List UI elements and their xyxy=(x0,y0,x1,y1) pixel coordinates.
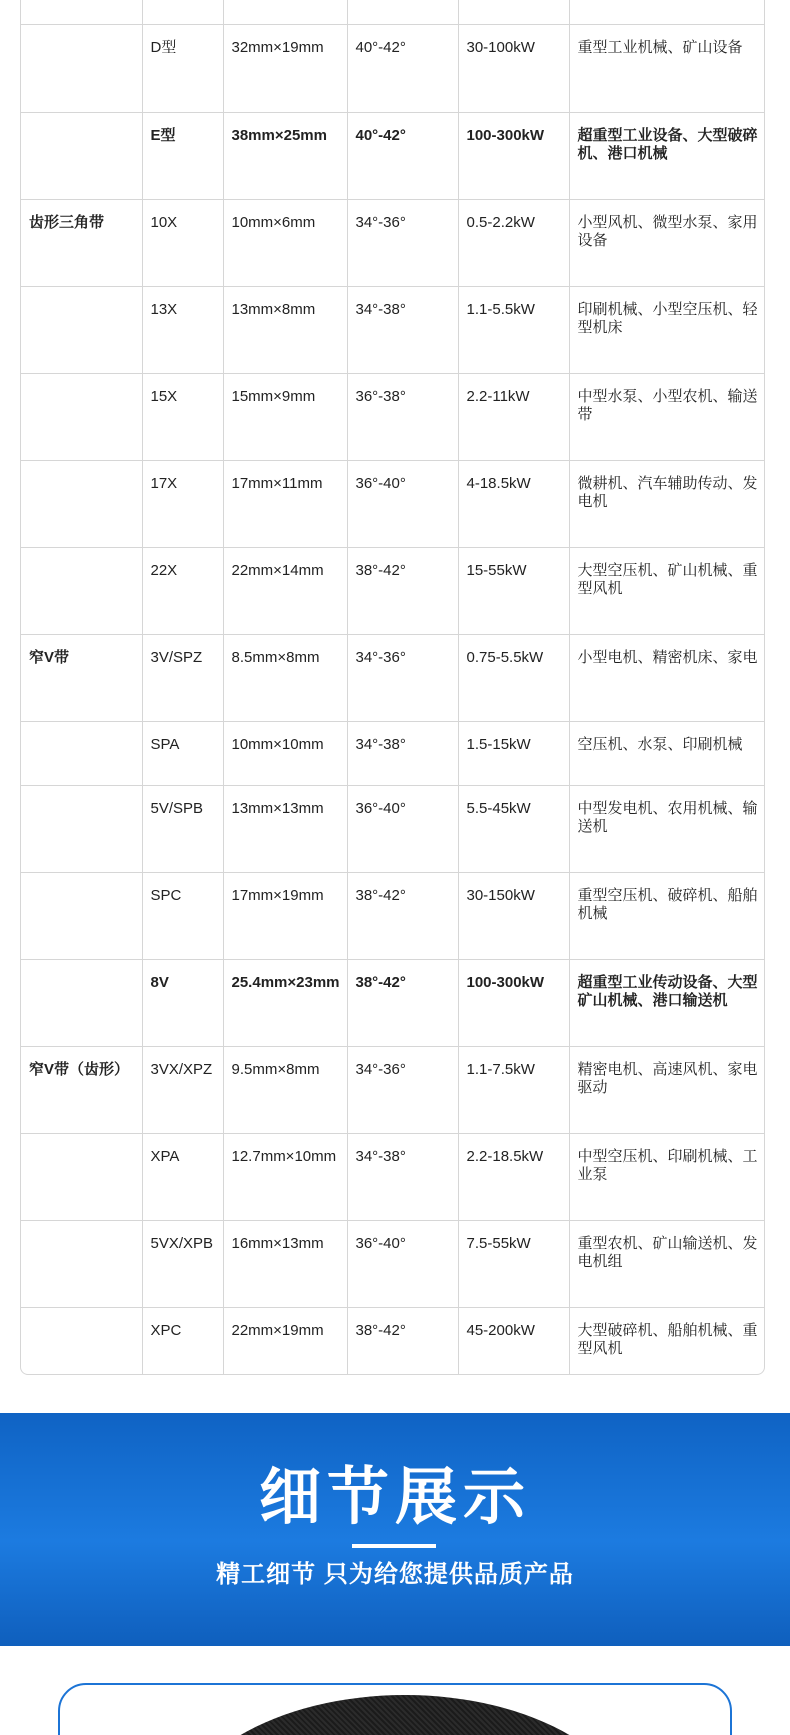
cell-category xyxy=(21,872,142,959)
cell-model: 13X xyxy=(142,286,223,373)
cell-angle: 38°-42° xyxy=(347,547,458,634)
table-row xyxy=(21,199,765,286)
cell-model: 5VX/XPB xyxy=(142,1220,223,1307)
cell-model: 17X xyxy=(142,460,223,547)
cell-size: 32mm×19mm xyxy=(223,24,347,112)
cell-category: 窄V带 xyxy=(21,634,142,721)
cell-power: 0.75-5.5kW xyxy=(458,634,569,721)
table-row xyxy=(21,1307,765,1375)
cell-size: 22mm×14mm xyxy=(223,547,347,634)
product-photo-frame xyxy=(58,1683,732,1735)
cell-application: 中型水泵、小型农机、输送带 xyxy=(569,373,765,460)
table-row xyxy=(21,721,765,785)
cell-size: 9.5mm×8mm xyxy=(223,1046,347,1133)
table-row xyxy=(21,286,765,373)
cell-model: 3V/SPZ xyxy=(142,634,223,721)
banner-subtitle: 精工细节 只为给您提供品质产品 xyxy=(216,1561,574,1588)
cell-category xyxy=(21,1307,142,1375)
cell-model: 3VX/XPZ xyxy=(142,1046,223,1133)
cell-application: 重型空压机、破碎机、船舶机械 xyxy=(569,872,765,959)
cell-model: 15X xyxy=(142,373,223,460)
cell-size: 17mm×11mm xyxy=(223,460,347,547)
cell-application: 小型电机、精密机床、家电 xyxy=(569,634,765,721)
cell-model: SPC xyxy=(142,872,223,959)
cell-model: SPA xyxy=(142,721,223,785)
cell-angle: 36°-40° xyxy=(347,785,458,872)
cell-size: 17mm×19mm xyxy=(223,872,347,959)
cell-power: 2.2-18.5kW xyxy=(458,1133,569,1220)
cell-power: 100-300kW xyxy=(458,959,569,1046)
table-row xyxy=(21,547,765,634)
cell-model: D型 xyxy=(142,24,223,112)
cell-angle: 34°-36° xyxy=(347,199,458,286)
cell-size: 10mm×6mm xyxy=(223,199,347,286)
cell-angle: 34°-38° xyxy=(347,1133,458,1220)
table-row xyxy=(21,959,765,1046)
cell-application: 超重型工业传动设备、大型矿山机械、港口输送机 xyxy=(569,959,765,1046)
cell-application: 重型工业机械、矿山设备 xyxy=(569,24,765,112)
cell-category xyxy=(21,1220,142,1307)
table-row xyxy=(21,785,765,872)
cell-model: 10X xyxy=(142,199,223,286)
cell-category xyxy=(21,460,142,547)
cell-category: 窄V带（齿形） xyxy=(21,1046,142,1133)
cell-angle: 40°-42° xyxy=(347,112,458,199)
cell-power: 100-300kW xyxy=(458,112,569,199)
cell-application: 微耕机、汽车辅助传动、发电机 xyxy=(569,460,765,547)
cell-model: XPC xyxy=(142,1307,223,1375)
banner-title: 细节展示 xyxy=(258,1463,531,1532)
cell-power: 0.5-2.2kW xyxy=(458,199,569,286)
cell-size: 16mm×13mm xyxy=(223,1220,347,1307)
cell-angle: 36°-40° xyxy=(347,1220,458,1307)
cell-angle: 40°-42° xyxy=(347,24,458,112)
cell-model: 5V/SPB xyxy=(142,785,223,872)
cell-category xyxy=(21,547,142,634)
cell-model: E型 xyxy=(142,112,223,199)
table-row xyxy=(21,1220,765,1307)
cell-power: 30-150kW xyxy=(458,872,569,959)
cell-power: 30-100kW xyxy=(458,24,569,112)
cell-application: 大型破碎机、船舶机械、重型风机 xyxy=(577,1321,758,1357)
cell-angle: 34°-38° xyxy=(347,721,458,785)
cell-angle: 38°-42° xyxy=(347,872,458,959)
cell-power: 2.2-11kW xyxy=(458,373,569,460)
banner-divider xyxy=(352,1544,436,1548)
cell-application: 重型农机、矿山输送机、发电机组 xyxy=(569,1220,765,1307)
cell-angle: 38°-42° xyxy=(347,1307,458,1375)
table-row xyxy=(21,373,765,460)
spec-table-container xyxy=(20,0,765,1375)
cell-size: 8.5mm×8mm xyxy=(223,634,347,721)
cell-power: 1.1-7.5kW xyxy=(458,1046,569,1133)
cell-power: 15-55kW xyxy=(458,547,569,634)
cell-category xyxy=(21,286,142,373)
cell-angle: 38°-42° xyxy=(347,959,458,1046)
table-row xyxy=(21,1133,765,1220)
cell-application: 印刷机械、小型空压机、轻型机床 xyxy=(569,286,765,373)
cell-size: 13mm×8mm xyxy=(223,286,347,373)
cell-power: 4-18.5kW xyxy=(458,460,569,547)
cell-size: 13mm×13mm xyxy=(223,785,347,872)
cell-category xyxy=(21,373,142,460)
cell-category xyxy=(21,721,142,785)
cell-power: 1.5-15kW xyxy=(458,721,569,785)
table-row xyxy=(21,872,765,959)
cell-size: 25.4mm×23mm xyxy=(223,959,347,1046)
table-row-partial xyxy=(21,0,765,24)
cell-angle: 34°-36° xyxy=(347,1046,458,1133)
cell-category xyxy=(21,785,142,872)
cell-application: 精密电机、高速风机、家电驱动 xyxy=(569,1046,765,1133)
cell-category xyxy=(21,24,142,112)
cell-application: 超重型工业设备、大型破碎机、港口机械 xyxy=(569,112,765,199)
table-row xyxy=(21,634,765,721)
cell-power: 5.5-45kW xyxy=(458,785,569,872)
cell-model: 22X xyxy=(142,547,223,634)
cell-size: 12.7mm×10mm xyxy=(223,1133,347,1220)
cell-angle: 36°-38° xyxy=(347,373,458,460)
cell-size: 38mm×25mm xyxy=(223,112,347,199)
cell-size: 22mm×19mm xyxy=(223,1307,347,1375)
table-row xyxy=(21,112,765,199)
cell-size: 15mm×9mm xyxy=(223,373,347,460)
cell-power: 45-200kW xyxy=(458,1307,569,1375)
cell-angle: 34°-38° xyxy=(347,286,458,373)
belt-spec-table xyxy=(21,0,765,1375)
cell-category xyxy=(21,112,142,199)
cell-application: 大型空压机、矿山机械、重型风机 xyxy=(569,547,765,634)
cell-angle: 36°-40° xyxy=(347,460,458,547)
cell-model: 8V xyxy=(142,959,223,1046)
cell-model: XPA xyxy=(142,1133,223,1220)
cell-angle: 34°-36° xyxy=(347,634,458,721)
cell-application: 中型发电机、农用机械、输送机 xyxy=(569,785,765,872)
table-row xyxy=(21,460,765,547)
cell-category xyxy=(21,959,142,1046)
belt-product-image xyxy=(170,1695,640,1735)
detail-showcase-banner xyxy=(0,1413,790,1646)
table-row xyxy=(21,24,765,112)
cell-power: 1.1-5.5kW xyxy=(458,286,569,373)
cell-category: 齿形三角带 xyxy=(21,199,142,286)
cell-application: 中型空压机、印刷机械、工业泵 xyxy=(569,1133,765,1220)
cell-category xyxy=(21,1133,142,1220)
cell-application: 小型风机、微型水泵、家用设备 xyxy=(569,199,765,286)
table-row xyxy=(21,1046,765,1133)
cell-power: 7.5-55kW xyxy=(458,1220,569,1307)
cell-application: 空压机、水泵、印刷机械 xyxy=(569,721,765,785)
cell-size: 10mm×10mm xyxy=(223,721,347,785)
